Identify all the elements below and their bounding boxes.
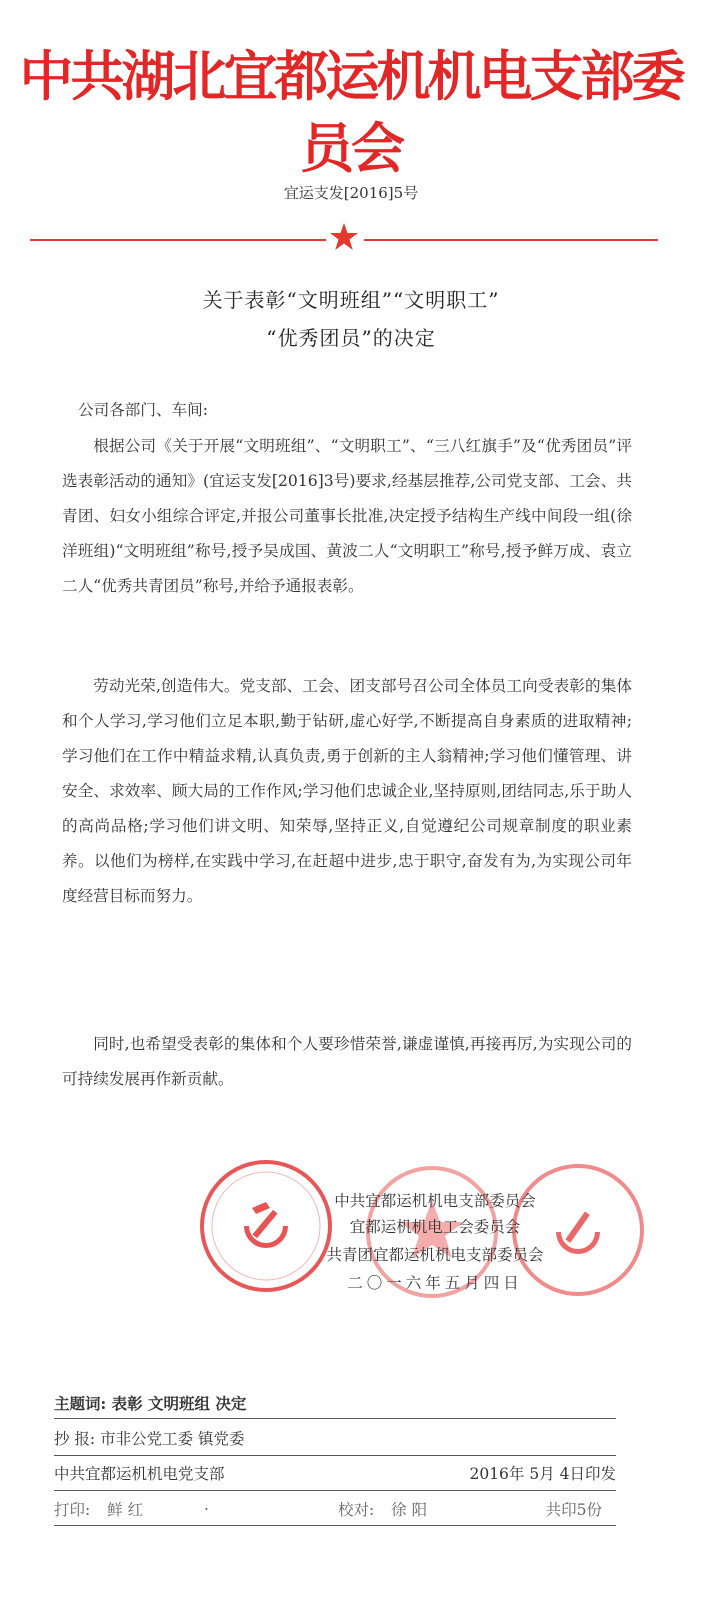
typist: 鲜 红	[107, 1501, 144, 1519]
red-rule-right	[364, 239, 658, 241]
subject-terms-row	[54, 1392, 616, 1414]
issue-date: 2016年 5月 4日印发	[469, 1465, 616, 1483]
cc-label: 抄 报:	[54, 1430, 96, 1448]
doc-title-line2: “优秀团员”的决定	[266, 326, 436, 350]
footer-rule	[54, 1490, 616, 1491]
signature-org-youth: 共青团宜都运机机电支部委员会	[326, 1246, 544, 1264]
cc-value: 市非公党工委 镇党委	[100, 1430, 245, 1448]
footer-rule	[54, 1455, 616, 1456]
salutation: 公司各部门、车间:	[78, 401, 209, 419]
doc-title-line1: 关于表彰“文明班组”“文明职工”	[202, 288, 500, 312]
red-rule-left	[30, 239, 326, 241]
proofreader: 徐 阳	[391, 1501, 428, 1519]
paragraph-3: 同时,也希望受表彰的集体和个人要珍惜荣誉,谦虚谨慎,再接再厉,为实现公司的可持续发展再作新贡献。	[62, 1035, 632, 1088]
typist-label: 打印:	[54, 1501, 91, 1519]
subject-label: 主题词:	[54, 1394, 107, 1413]
doc-number: 宜运支发[2016]5号	[283, 184, 419, 202]
org-title: 中共湖北宜都运机机电支部委员会	[19, 44, 683, 180]
proofreader-group	[338, 1498, 427, 1520]
separator-dot: .	[204, 1496, 209, 1514]
subject-terms: 表彰 文明班组 决定	[111, 1394, 247, 1413]
star-icon	[329, 222, 359, 252]
paragraph-1: 根据公司《关于开展“文明班组”、“文明职工”、“三八红旗手”及“优秀团员”评选表彰活动的通知》(宜运支发[2016]3号)要求,经基层推荐,公司党支部、工会、共青团、妇女小组综合评定,并报公司董事长批准,决定授予结构生产线中间段一组(徐洋班组)“文明班组”称号,授予吴成国、黄波二人“文明职工”称号,授予鲜万成、袁立二人“优秀共青团员”称号,并给予通报表彰。	[62, 437, 632, 595]
paragraph-2: 劳动光荣,创造伟大。党支部、工会、团支部号召公司全体员工向受表彰的集体和个人学习,学习他们立足本职,勤于钻研,虚心好学,不断提高自身素质的进取精神;学习他们在工作中精益求精,认真负责,勇于创新的主人翁精神;学习他们懂管理、讲安全、求效率、顾大局的工作作风;学习他们忠诚企业,坚持原则,团结同志,乐于助人的高尚品格;学习他们讲文明、知荣辱,坚持正义,自觉遵纪公司规章制度的职业素养。以他们为榜样,在实践中学习,在赶超中进步,忠于职守,奋发有为,为实现公司年度经营目标而努力。	[62, 677, 632, 905]
signature-org-union: 宜都运机机电工会委员会	[349, 1218, 521, 1236]
copies: 共印5份	[545, 1501, 602, 1519]
print-info-row	[54, 1498, 616, 1520]
footer-rule	[54, 1525, 616, 1526]
signature-org-party: 中共宜都运机机电支部委员会	[334, 1192, 536, 1210]
signature-date: 二〇一六年五月四日	[347, 1274, 523, 1292]
footer-rule	[54, 1418, 616, 1419]
proof-label: 校对:	[338, 1501, 375, 1519]
issuer-row	[54, 1462, 616, 1484]
cc-row	[54, 1427, 616, 1449]
issuer: 中共宜都运机机电党支部	[54, 1465, 225, 1483]
